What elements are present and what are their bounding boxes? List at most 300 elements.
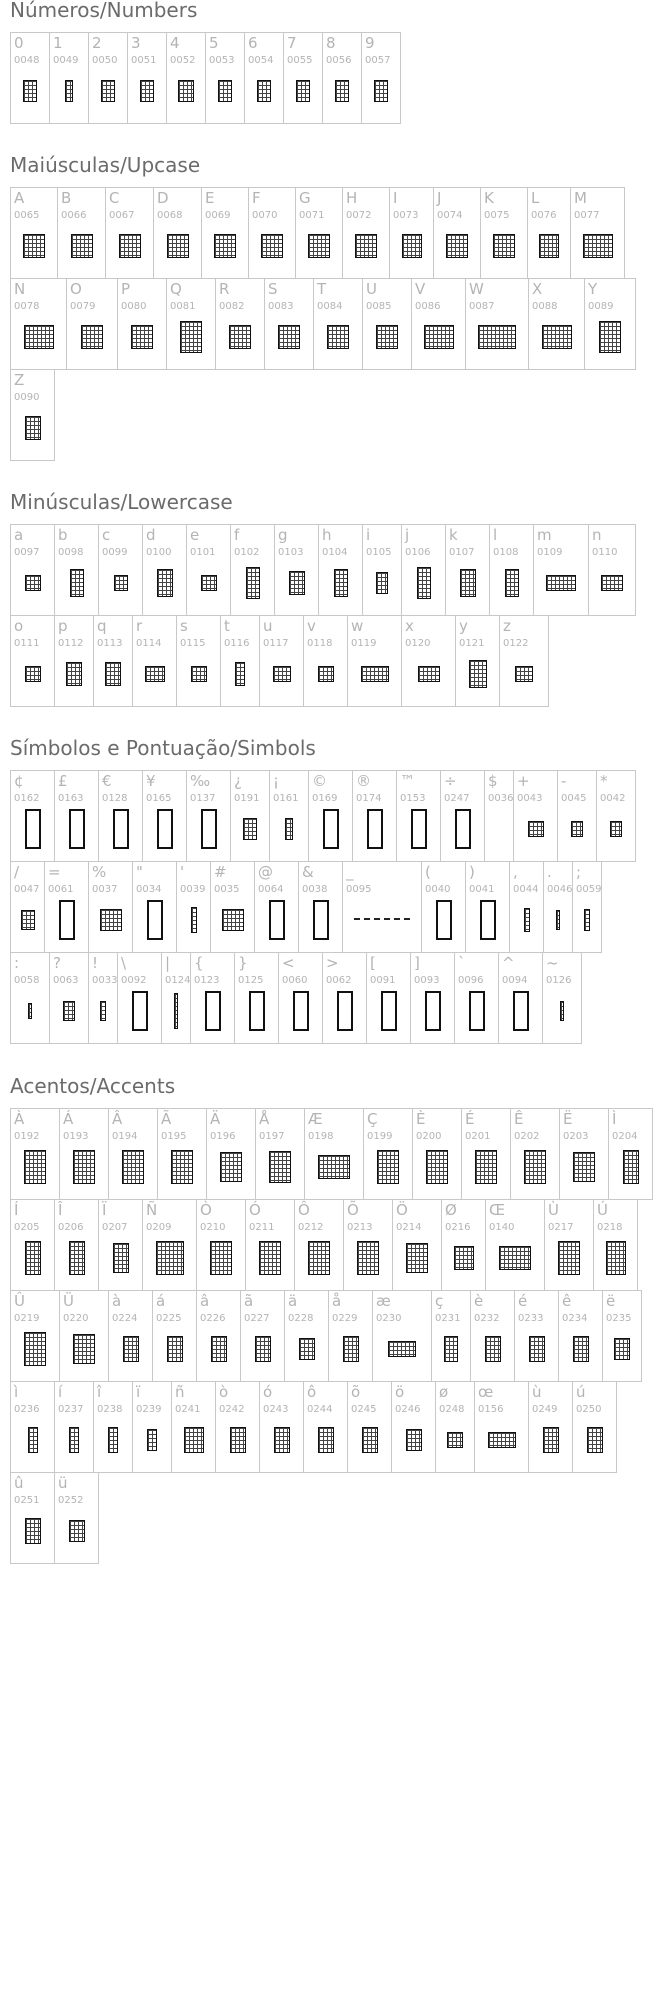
glyph-character: 1 bbox=[53, 34, 63, 52]
glyph-cell bbox=[410, 952, 455, 1044]
glyph-code: 0038 bbox=[302, 884, 328, 895]
glyph-character: ® bbox=[356, 772, 371, 790]
glyph-cell bbox=[205, 32, 245, 124]
glyph-code: 0114 bbox=[136, 638, 162, 649]
glyph-preview bbox=[201, 575, 217, 591]
glyph-cell bbox=[572, 1381, 617, 1473]
glyph-code: 0089 bbox=[588, 301, 614, 312]
glyph-cell bbox=[245, 1199, 295, 1291]
glyph-cell bbox=[49, 32, 89, 124]
glyph-character: £ bbox=[58, 772, 68, 790]
glyph-code: 0037 bbox=[92, 884, 118, 895]
glyph-cell bbox=[57, 187, 106, 279]
glyph-code: 0049 bbox=[53, 55, 79, 66]
glyph-code: 0094 bbox=[502, 975, 528, 986]
glyph-code: 0233 bbox=[518, 1313, 544, 1324]
glyph-character: c bbox=[102, 526, 111, 544]
glyph-cell bbox=[10, 1472, 55, 1564]
glyph-preview bbox=[24, 325, 54, 349]
glyph-code: 0058 bbox=[14, 975, 40, 986]
glyph-preview bbox=[28, 1427, 38, 1453]
glyph-character: ù bbox=[532, 1383, 542, 1401]
glyph-character: 2 bbox=[92, 34, 102, 52]
glyph-character: S bbox=[268, 280, 278, 298]
glyph-code: 0213 bbox=[347, 1222, 373, 1233]
glyph-character: ` bbox=[458, 954, 466, 972]
glyph-code: 0064 bbox=[258, 884, 284, 895]
glyph-cell bbox=[445, 524, 490, 616]
glyph-character: + bbox=[517, 772, 530, 790]
glyph-preview bbox=[289, 571, 305, 595]
glyph-character: f bbox=[234, 526, 240, 544]
glyph-missing-box bbox=[132, 991, 148, 1031]
glyph-preview bbox=[259, 1241, 281, 1275]
glyph-code: 0053 bbox=[209, 55, 235, 66]
glyph-preview bbox=[424, 325, 454, 349]
glyph-cell bbox=[366, 952, 411, 1044]
section-title: Símbolos e Pontuação/Simbols bbox=[10, 736, 316, 760]
glyph-character: ö bbox=[395, 1383, 405, 1401]
glyph-code: 0199 bbox=[367, 1131, 393, 1142]
glyph-code: 0238 bbox=[97, 1404, 123, 1415]
glyph-cell bbox=[498, 952, 543, 1044]
glyph-missing-box bbox=[59, 900, 75, 940]
glyph-character: o bbox=[14, 617, 24, 635]
glyph-character: C bbox=[109, 189, 120, 207]
glyph-character: 8 bbox=[326, 34, 336, 52]
glyph-code: 0224 bbox=[112, 1313, 138, 1324]
glyph-cell bbox=[588, 524, 636, 616]
glyph-character: ò bbox=[219, 1383, 229, 1401]
glyph-character: p bbox=[58, 617, 68, 635]
glyph-code: 0118 bbox=[307, 638, 333, 649]
glyph-character: à bbox=[112, 1292, 122, 1310]
glyph-code: 0047 bbox=[14, 884, 40, 895]
glyph-code: 0204 bbox=[612, 1131, 638, 1142]
glyph-cell bbox=[392, 1199, 442, 1291]
glyph-code: 0091 bbox=[370, 975, 396, 986]
glyph-code: 0236 bbox=[14, 1404, 40, 1415]
glyph-character: 4 bbox=[170, 34, 180, 52]
glyph-character: [ bbox=[370, 954, 376, 972]
glyph-preview bbox=[230, 1427, 246, 1453]
glyph-preview bbox=[218, 80, 232, 102]
glyph-code: 0061 bbox=[48, 884, 74, 895]
glyph-code: 0034 bbox=[136, 884, 162, 895]
glyph-character: è bbox=[474, 1292, 484, 1310]
glyph-code: 0041 bbox=[469, 884, 495, 895]
glyph-cell bbox=[54, 615, 94, 707]
glyph-character: ‰ bbox=[190, 772, 211, 790]
glyph-preview bbox=[171, 1150, 193, 1184]
glyph-cell bbox=[304, 1108, 364, 1200]
glyph-preview bbox=[571, 821, 583, 837]
glyph-code: 0197 bbox=[259, 1131, 285, 1142]
glyph-cell bbox=[593, 1199, 638, 1291]
glyph-code: 0110 bbox=[592, 547, 618, 558]
glyph-missing-box bbox=[147, 900, 163, 940]
glyph-character: - bbox=[561, 772, 567, 790]
glyph-code: 0121 bbox=[459, 638, 485, 649]
glyph-cell bbox=[186, 524, 231, 616]
glyph-cell bbox=[230, 524, 275, 616]
glyph-preview bbox=[81, 325, 103, 349]
glyph-code: 0193 bbox=[63, 1131, 89, 1142]
glyph-preview bbox=[327, 325, 349, 349]
glyph-character: É bbox=[465, 1110, 475, 1128]
glyph-code: 0192 bbox=[14, 1131, 40, 1142]
glyph-code: 0191 bbox=[234, 793, 260, 804]
glyph-preview bbox=[318, 1155, 350, 1179]
glyph-code: 0113 bbox=[97, 638, 123, 649]
glyph-preview bbox=[318, 666, 334, 682]
glyph-preview bbox=[488, 1432, 516, 1448]
glyph-character: Y bbox=[588, 280, 598, 298]
glyph-character: ¡ bbox=[273, 772, 280, 790]
glyph-preview bbox=[278, 325, 300, 349]
glyph-preview bbox=[308, 234, 330, 258]
glyph-cell bbox=[313, 278, 363, 370]
glyph-preview bbox=[131, 325, 153, 349]
glyph-cell bbox=[10, 861, 45, 953]
glyph-preview bbox=[222, 909, 244, 931]
glyph-preview bbox=[374, 80, 388, 102]
glyph-cell bbox=[142, 770, 187, 862]
glyph-character: N bbox=[14, 280, 26, 298]
glyph-cell bbox=[278, 952, 323, 1044]
glyph-missing-box bbox=[113, 809, 129, 849]
glyph-character: w bbox=[351, 617, 364, 635]
glyph-preview bbox=[243, 818, 257, 840]
glyph-code: 0228 bbox=[288, 1313, 314, 1324]
glyph-preview bbox=[475, 1150, 497, 1184]
glyph-character: : bbox=[14, 954, 20, 972]
glyph-cell bbox=[362, 524, 402, 616]
glyph-preview bbox=[493, 234, 515, 258]
glyph-preview bbox=[478, 325, 516, 349]
glyph-character: ] bbox=[414, 954, 420, 972]
glyph-character: ï bbox=[136, 1383, 141, 1401]
glyph-row bbox=[10, 278, 635, 369]
glyph-code: 0200 bbox=[416, 1131, 442, 1142]
glyph-code: 0090 bbox=[14, 392, 40, 403]
glyph-cell bbox=[412, 1108, 462, 1200]
glyph-preview bbox=[180, 321, 202, 353]
glyph-code: 0247 bbox=[444, 793, 470, 804]
glyph-preview bbox=[167, 1336, 183, 1362]
glyph-character: h bbox=[322, 526, 332, 544]
glyph-cell bbox=[259, 615, 304, 707]
glyph-cell bbox=[440, 770, 485, 862]
glyph-cell bbox=[54, 1381, 94, 1473]
glyph-character: ç bbox=[435, 1292, 444, 1310]
glyph-code: 0107 bbox=[449, 547, 475, 558]
glyph-code: 0072 bbox=[346, 210, 372, 221]
glyph-cell bbox=[176, 615, 221, 707]
glyph-code: 0214 bbox=[396, 1222, 422, 1233]
glyph-code: 0174 bbox=[356, 793, 382, 804]
glyph-character: 6 bbox=[248, 34, 258, 52]
glyph-preview bbox=[147, 1429, 157, 1451]
glyph-missing-box bbox=[367, 809, 383, 849]
glyph-cell bbox=[499, 615, 549, 707]
glyph-missing-box bbox=[69, 809, 85, 849]
glyph-cell bbox=[244, 32, 284, 124]
glyph-cell bbox=[190, 952, 235, 1044]
glyph-cell bbox=[108, 1290, 153, 1382]
glyph-preview bbox=[71, 234, 93, 258]
glyph-preview bbox=[377, 1150, 399, 1184]
glyph-preview bbox=[539, 234, 559, 258]
glyph-character: ( bbox=[425, 863, 431, 881]
glyph-preview bbox=[174, 993, 178, 1029]
glyph-code: 0194 bbox=[112, 1131, 138, 1142]
glyph-cell bbox=[343, 1199, 393, 1291]
glyph-preview bbox=[469, 660, 487, 688]
glyph-cell bbox=[308, 770, 353, 862]
glyph-preview bbox=[454, 1246, 474, 1270]
glyph-character: J bbox=[437, 189, 442, 207]
glyph-cell bbox=[269, 770, 309, 862]
glyph-cell bbox=[362, 278, 412, 370]
glyph-character: W bbox=[469, 280, 484, 298]
glyph-code: 0246 bbox=[395, 1404, 421, 1415]
glyph-character: I bbox=[393, 189, 398, 207]
glyph-cell bbox=[152, 1290, 197, 1382]
glyph-character: € bbox=[102, 772, 112, 790]
glyph-code: 0098 bbox=[58, 547, 84, 558]
glyph-cell bbox=[196, 1290, 241, 1382]
glyph-code: 0074 bbox=[437, 210, 463, 221]
glyph-code: 0101 bbox=[190, 547, 216, 558]
glyph-character: 5 bbox=[209, 34, 219, 52]
glyph-cell bbox=[264, 278, 314, 370]
glyph-code: 0042 bbox=[600, 793, 626, 804]
glyph-code: 0219 bbox=[14, 1313, 40, 1324]
glyph-preview bbox=[214, 234, 236, 258]
glyph-character: / bbox=[14, 863, 20, 881]
glyph-cell bbox=[514, 1290, 559, 1382]
glyph-preview bbox=[499, 1246, 531, 1270]
glyph-preview bbox=[308, 1241, 330, 1275]
glyph-cell bbox=[88, 952, 118, 1044]
glyph-cell bbox=[59, 1108, 109, 1200]
glyph-cell bbox=[255, 1108, 305, 1200]
glyph-character: R bbox=[219, 280, 230, 298]
glyph-row bbox=[10, 952, 635, 1043]
glyph-code: 0067 bbox=[109, 210, 135, 221]
glyph-cell bbox=[322, 32, 362, 124]
glyph-code: 0063 bbox=[53, 975, 79, 986]
glyph-character: Ö bbox=[396, 1201, 408, 1219]
glyph-preview bbox=[587, 1427, 603, 1453]
glyph-character: Ù bbox=[548, 1201, 559, 1219]
glyph-character: Æ bbox=[308, 1110, 323, 1128]
glyph-cell bbox=[210, 861, 255, 953]
glyph-character: ¢ bbox=[14, 772, 24, 790]
glyph-code: 0216 bbox=[445, 1222, 471, 1233]
glyph-missing-box bbox=[249, 991, 265, 1031]
glyph-preview bbox=[178, 80, 194, 102]
glyph-character: û bbox=[14, 1474, 24, 1492]
section-title: Acentos/Accents bbox=[10, 1074, 176, 1098]
glyph-cell bbox=[435, 1381, 475, 1473]
glyph-preview bbox=[446, 234, 468, 258]
glyph-code: 0244 bbox=[307, 1404, 333, 1415]
glyph-cell bbox=[166, 32, 206, 124]
glyph-character: , bbox=[513, 863, 518, 881]
glyph-character: Q bbox=[170, 280, 182, 298]
glyph-character: ñ bbox=[175, 1383, 185, 1401]
glyph-code: 0083 bbox=[268, 301, 294, 312]
glyph-character: Â bbox=[112, 1110, 123, 1128]
glyph-cell bbox=[474, 1381, 529, 1473]
glyph-code: 0111 bbox=[14, 638, 40, 649]
glyph-character: î bbox=[97, 1383, 102, 1401]
glyph-code: 0104 bbox=[322, 547, 348, 558]
glyph-character: # bbox=[214, 863, 227, 881]
glyph-preview bbox=[184, 1427, 204, 1453]
glyph-code: 0169 bbox=[312, 793, 338, 804]
glyph-character: V bbox=[415, 280, 426, 298]
glyph-character: Ì bbox=[612, 1110, 617, 1128]
glyph-preview bbox=[505, 569, 519, 597]
glyph-cell bbox=[570, 187, 625, 279]
glyph-preview bbox=[108, 1427, 118, 1453]
glyph-grid bbox=[10, 524, 635, 706]
glyph-cell bbox=[10, 1199, 55, 1291]
glyph-character: Z bbox=[14, 371, 25, 389]
glyph-code: 0112 bbox=[58, 638, 84, 649]
glyph-missing-box bbox=[201, 809, 217, 849]
glyph-cell bbox=[117, 952, 162, 1044]
glyph-character: Å bbox=[259, 1110, 270, 1128]
glyph-code: 0242 bbox=[219, 1404, 245, 1415]
glyph-code: 0086 bbox=[415, 301, 441, 312]
glyph-code: 0085 bbox=[366, 301, 392, 312]
glyph-cell bbox=[10, 369, 55, 461]
glyph-code: 0054 bbox=[248, 55, 274, 66]
glyph-grid bbox=[10, 32, 400, 123]
glyph-character: A bbox=[14, 189, 25, 207]
glyph-cell bbox=[401, 524, 446, 616]
glyph-preview bbox=[542, 325, 572, 349]
glyph-preview bbox=[610, 821, 622, 837]
glyph-row bbox=[10, 1381, 652, 1472]
glyph-character: s bbox=[180, 617, 188, 635]
glyph-cell bbox=[284, 1290, 329, 1382]
glyph-cell bbox=[88, 861, 133, 953]
glyph-character: æ bbox=[376, 1292, 391, 1310]
glyph-preview bbox=[601, 575, 623, 591]
glyph-cell bbox=[10, 1290, 60, 1382]
glyph-preview bbox=[69, 1427, 79, 1453]
glyph-code: 0202 bbox=[514, 1131, 540, 1142]
glyph-preview bbox=[255, 1336, 271, 1362]
glyph-cell bbox=[465, 861, 510, 953]
glyph-character: ô bbox=[307, 1383, 317, 1401]
glyph-character: Œ bbox=[489, 1201, 506, 1219]
glyph-code: 0235 bbox=[606, 1313, 632, 1324]
glyph-preview bbox=[261, 234, 283, 258]
glyph-preview bbox=[69, 1241, 85, 1275]
glyph-preview bbox=[418, 666, 440, 682]
glyph-cell bbox=[98, 1199, 143, 1291]
glyph-cell bbox=[54, 770, 99, 862]
glyph-preview bbox=[25, 416, 41, 440]
glyph-cell bbox=[557, 770, 597, 862]
glyph-cell bbox=[513, 770, 558, 862]
glyph-missing-box bbox=[436, 900, 452, 940]
glyph-code: 0153 bbox=[400, 793, 426, 804]
glyph-cell bbox=[215, 1381, 260, 1473]
glyph-code: 0232 bbox=[474, 1313, 500, 1324]
glyph-character: ó bbox=[263, 1383, 273, 1401]
glyph-code: 0124 bbox=[165, 975, 191, 986]
glyph-cell bbox=[528, 278, 585, 370]
glyph-preview bbox=[528, 821, 544, 837]
glyph-preview bbox=[354, 918, 410, 922]
glyph-preview bbox=[100, 909, 122, 931]
glyph-missing-box bbox=[157, 809, 173, 849]
glyph-cell bbox=[93, 615, 133, 707]
glyph-preview bbox=[167, 234, 189, 258]
glyph-code: 0227 bbox=[244, 1313, 270, 1324]
glyph-character: & bbox=[302, 863, 314, 881]
glyph-code: 0033 bbox=[92, 975, 118, 986]
glyph-character: é bbox=[518, 1292, 528, 1310]
glyph-missing-box bbox=[513, 991, 529, 1031]
glyph-cell bbox=[303, 1381, 348, 1473]
glyph-code: 0056 bbox=[326, 55, 352, 66]
glyph-character: ÷ bbox=[444, 772, 457, 790]
glyph-character: Í bbox=[14, 1201, 19, 1219]
glyph-preview bbox=[235, 662, 245, 686]
glyph-character: ã bbox=[244, 1292, 254, 1310]
glyph-character: H bbox=[346, 189, 358, 207]
glyph-cell bbox=[132, 615, 177, 707]
glyph-preview bbox=[426, 1150, 448, 1184]
glyph-preview bbox=[156, 1241, 184, 1275]
glyph-cell bbox=[411, 278, 466, 370]
glyph-preview bbox=[402, 234, 422, 258]
glyph-cell bbox=[455, 615, 500, 707]
glyph-code: 0092 bbox=[121, 975, 147, 986]
glyph-cell bbox=[441, 1199, 486, 1291]
glyph-cell bbox=[328, 1290, 373, 1382]
glyph-cell bbox=[454, 952, 499, 1044]
glyph-cell bbox=[176, 861, 211, 953]
glyph-character: M bbox=[574, 189, 587, 207]
glyph-character: ) bbox=[469, 863, 475, 881]
glyph-code: 0217 bbox=[548, 1222, 574, 1233]
glyph-cell bbox=[54, 1199, 99, 1291]
glyph-character: \ bbox=[121, 954, 127, 972]
glyph-code: 0084 bbox=[317, 301, 343, 312]
glyph-character: Ñ bbox=[146, 1201, 158, 1219]
glyph-character: Á bbox=[63, 1110, 74, 1128]
glyph-preview bbox=[406, 1429, 422, 1451]
glyph-code: 0163 bbox=[58, 793, 84, 804]
glyph-code: 0044 bbox=[513, 884, 539, 895]
glyph-code: 0076 bbox=[531, 210, 557, 221]
glyph-missing-box bbox=[381, 991, 397, 1031]
glyph-code: 0095 bbox=[346, 884, 372, 895]
glyph-missing-box bbox=[269, 900, 285, 940]
glyph-code: 0165 bbox=[146, 793, 172, 804]
glyph-preview bbox=[318, 1427, 334, 1453]
glyph-cell bbox=[347, 615, 402, 707]
